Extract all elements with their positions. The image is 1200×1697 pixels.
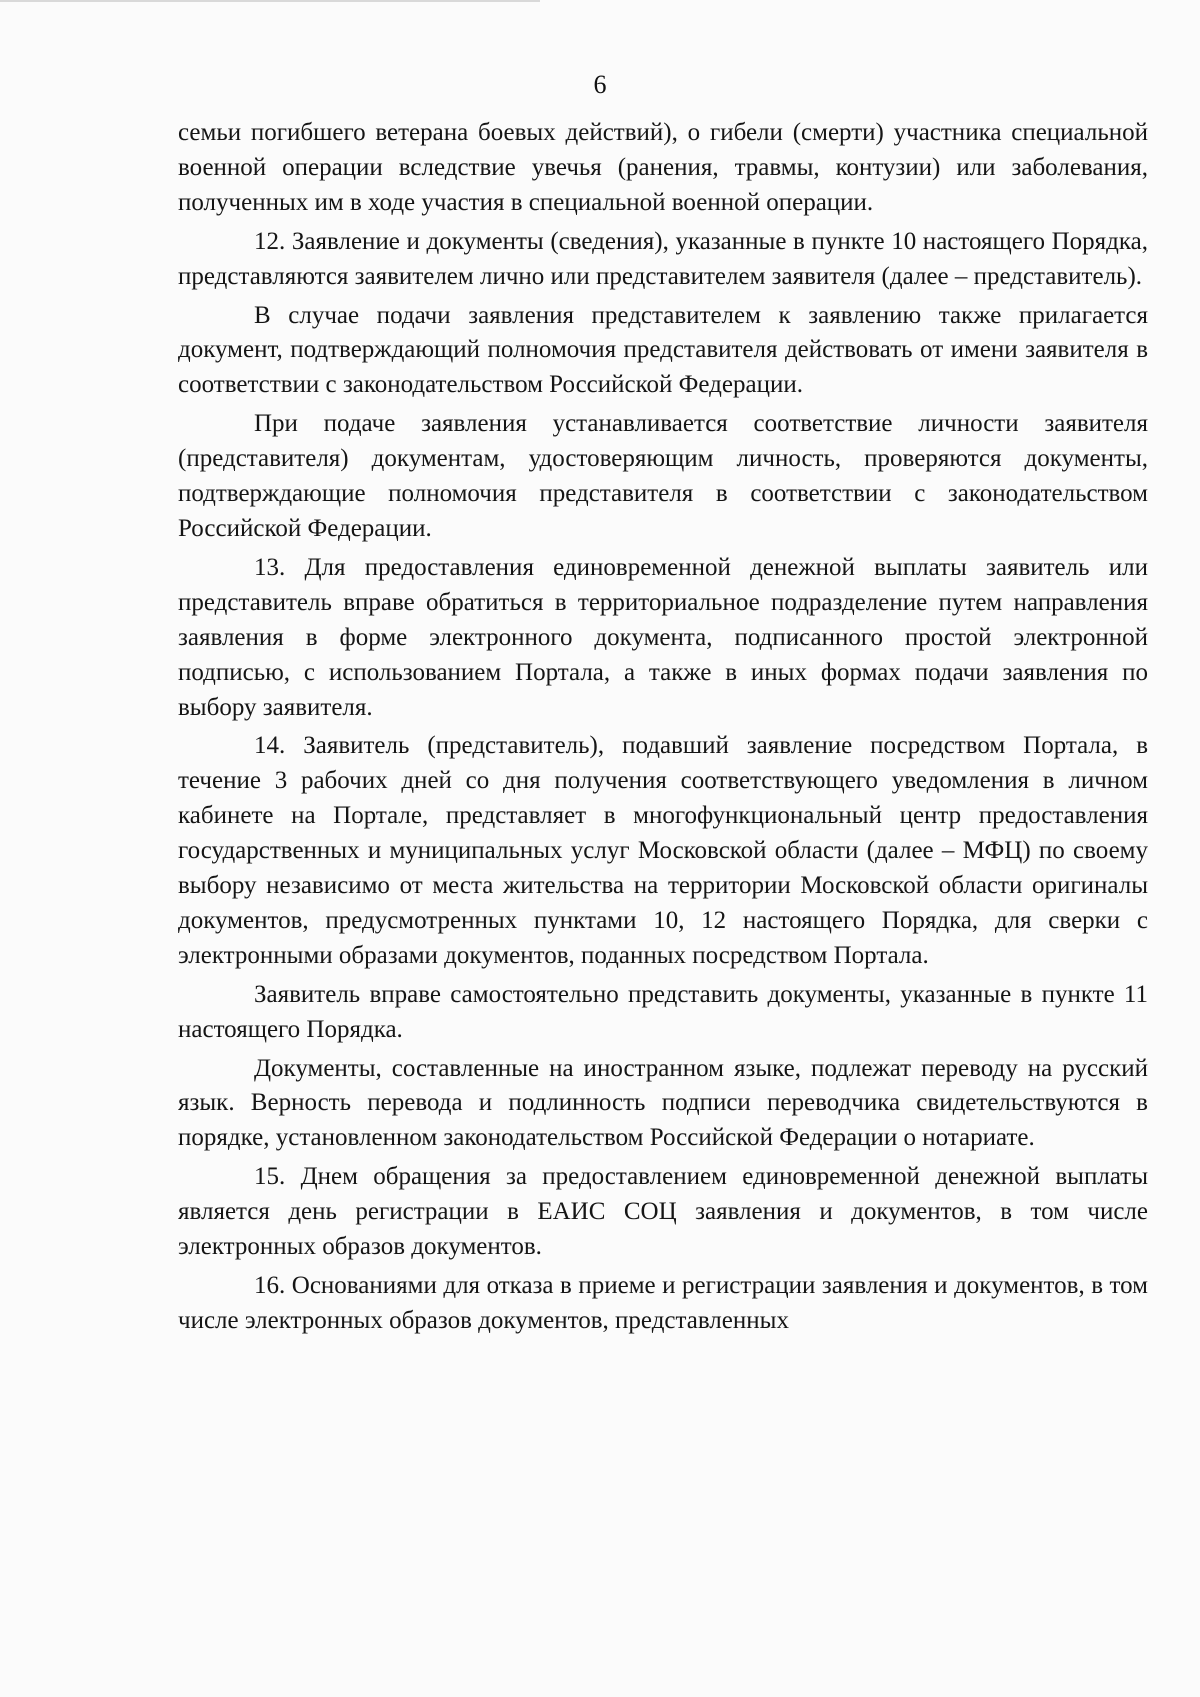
paragraph-identity-check: При подаче заявления устанавливается соответствие личности заявителя (представителя) документам, удостоверяющим личность, проверяются документы, подтверждающие полномочия представителя в соответствии с законодательством Российской Федерации. <box>178 410 1148 542</box>
paragraph-13: 13. Для предоставления единовременной денежной выплаты заявитель или представитель вправе обратиться в территориальное подразделение путем направления заявления в форме электронного документа, подписанного простой электронной подписью, с использованием Портала, а также в иных формах подачи заявления по выбору заявителя. <box>178 553 1148 721</box>
paragraph-14: 14. Заявитель (представитель), подавший заявление посредством Портала, в течение 3 рабочих дней со дня получения соответствующего уведомления в личном кабинете на Портале, представляет в многофункциональный центр предоставления государственных и муниципальных услуг Московской области (далее – МФЦ) по своему выбору независимо от места жительства на территории Московской области оригиналы документов, предусмотренных пунктами 10, 12 настоящего Порядка, для сверки с электронными образами документов, поданных посредством Портала. <box>178 732 1148 969</box>
document-body <box>178 116 1148 1343</box>
paragraph-continuation: семьи погибшего ветерана боевых действий), о гибели (смерти) участника специальной военной операции вследствие увечья (ранения, травмы, контузии) или заболевания, полученных им в ходе участия в специальной военной операции. <box>178 119 1148 216</box>
scan-artifact-top <box>0 0 540 2</box>
paragraph-foreign-documents: Документы, составленные на иностранном языке, подлежат переводу на русский язык. Верность перевода и подлинность подписи переводчика свидетельствуются в порядке, установленном законодательством Российской Федерации о нотариате. <box>178 1054 1148 1152</box>
paragraph-representative: В случае подачи заявления представителем к заявлению также прилагается документ, подтверждающий полномочия представителя действовать от имени заявителя в соответствии с законодательством Российской Федерации. <box>178 301 1148 399</box>
paragraph-16: 16. Основаниями для отказа в приеме и регистрации заявления и документов, в том числе электронных образов документов, представленных <box>178 1272 1148 1334</box>
paragraph-12: 12. Заявление и документы (сведения), указанные в пункте 10 настоящего Порядка, представляются заявителем лично или представителем заявителя (далее – представитель). <box>178 227 1148 290</box>
paragraph-15: 15. Днем обращения за предоставлением единовременной денежной выплаты является день регистрации в ЕАИС СОЦ заявления и документов, в том числе электронных образов документов. <box>178 1163 1148 1261</box>
page-number: 6 <box>593 70 607 99</box>
paragraph-optional-documents: Заявитель вправе самостоятельно представить документы, указанные в пункте 11 настоящего Порядка. <box>178 980 1148 1043</box>
